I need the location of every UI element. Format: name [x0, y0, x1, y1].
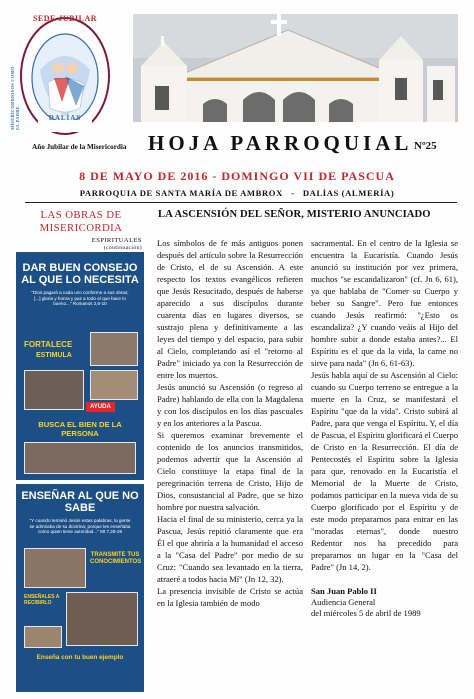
- poster2-heading: ENSEÑAR AL QUE NO SABE: [21, 490, 139, 514]
- sidebar-section-label: ESPIRITUALES: [91, 237, 142, 244]
- article-signature: [311, 586, 458, 619]
- header-divider: [25, 202, 457, 203]
- signature-name: San Juan Pablo II: [311, 586, 377, 596]
- page-title: HOJA PARROQUIAL: [148, 131, 413, 155]
- signature-source: Audiencia General: [311, 597, 376, 607]
- seal-ring-text: MISERICORDIOSOS COMO EL PADRE: [10, 66, 20, 130]
- col1-paragraph: Hacia el final de su ministerio, cerca ya la Pascua, Jesús repitió claramente que era Él el que abriría a la humanidad el acceso a la "Casa del Padre" por medio de su Cruz: "Cuando sea levantado en la tierra, atraeré a todos hacia Mí" (Jn 12, 32).: [157, 514, 303, 584]
- poster1-word-fortalece: FORTALECE: [24, 340, 73, 349]
- col1-paragraph: Jesús anunció su Ascensión (o regreso al Padre) hablando de ella con la Magdalena y con los discípulos en los días pascuales y en los anteriores a la Pascua.: [157, 382, 303, 428]
- seal-bottom-text: DALÍAS: [48, 114, 82, 122]
- col2-paragraph: sacramental. En el centro de la Iglesia se encuentra la Eucaristía. Cuando Jesús anunció su institución por vez primera, muchos "se escandalizaron" (cf. Jn 6, 61), ya que hablaba de "Comer su Cuerpo y beber su Sangre". Pero fue entonces cuando Jesús reafirmó: "¿Esto os escandaliza? ¿Y cuando veáis al Hijo del hombre subir a donde estaba antes?... El Espíritu es el que da la vida, la carne no sirve para nada" (Jn 6, 61-63).: [311, 238, 458, 368]
- poster1-photo-1: [90, 332, 138, 366]
- seal-top-text: SEDE JUBILAR: [32, 14, 97, 23]
- article-column-1: [157, 237, 303, 609]
- poster-ensenar-al-que-no-sabe: [16, 484, 144, 692]
- col1-paragraph: La presencia invisible de Cristo se actúa en la Iglesia también de modo: [157, 586, 303, 608]
- poster1-quote: "Dios pagará a cada uno conforme a sus obras; [...] gloria y honra y paz a todo el que hace lo bueno..." Romanos 2,6-10: [31, 290, 129, 306]
- poster2-photo-1: [24, 548, 86, 588]
- sidebar-section-heading: [60, 237, 142, 252]
- issue-number: Nº25: [414, 140, 437, 152]
- poster2-footer: Enseña con tu buen ejemplo: [36, 654, 124, 661]
- sidebar-section-note: (continuación): [103, 244, 142, 251]
- poster1-heading: DAR BUEN CONSEJO AL QUE LO NECESITA: [21, 262, 139, 286]
- date-line: 8 DE MAYO DE 2016 - DOMINGO VII DE PASCUA: [79, 169, 395, 183]
- article-title: LA ASCENSIÓN DEL SEÑOR, MISTERIO ANUNCIADO: [158, 209, 431, 220]
- poster1-photo-2: [24, 370, 84, 410]
- col2-paragraph: Jesús habla aquí de su Ascensión al Cielo: cuando su Cuerpo terreno se entregue a la muerte en la Cruz, se manifestará el Espíritu "que da la vida". Cristo subirá al Padre, para que venga el Espíritu. Y, el día de Pascua, el Espíritu glorificará el Cuerpo de Cristo en la Resurrección. El día de Pentecostés el Espíritu sobre la Iglesia para que, renovado en la Eucaristía el Memorial de la Muerte de Cristo, podamos participar en la nueva vida de su Cuerpo glorificado por el Espíritu y de este modo prepararnos para entrar en las "moradas eternas", donde nuestro Redentor nos ha precedido para prepararnos un lugar en la "Casa del Padre" (Jn 14, 2).: [311, 370, 458, 572]
- poster2-word-ensenales: ENSEÑALES A RECIBIRLO: [24, 594, 60, 606]
- church-photo: [133, 14, 458, 122]
- jubilee-year-label: Año Jubilar de la Misericordia: [32, 143, 127, 151]
- article-column-2: [311, 237, 458, 619]
- sidebar-title: LAS OBRAS DE MISERICORDIA: [39, 209, 123, 234]
- poster-dar-buen-consejo: [16, 252, 144, 480]
- poster1-photo-4: [24, 442, 136, 474]
- poster2-photo-3: [24, 626, 62, 648]
- poster1-footer: BUSCA EL BIEN DE LA PERSONA: [38, 420, 122, 438]
- col1-paragraph: Los símbolos de fe más antiguos ponen después del artículo sobre la Resurrección de Cristo, el de su Ascensión. A este respecto los textos evangélicos refieren que Jesús Resucitado, después de haberse aparecido a sus discípulos durante cuarenta días en lugares diversos, se sustrajo plena y definitivamente a las leyes del tiempo y del espacio, para subir al Cielo, completando así el "retorno al Padre" iniciado ya con la Resurrección de entre los muertos.: [157, 238, 303, 380]
- col1-paragraph: Si queremos examinar brevemente el contenido de los anuncios transmitidos, podemos advertir que la Ascensión al Cielo constituye la etapa final de la peregrinación terrena de Cristo, Hijo de Dios, consustancial al Padre, que se hizo hombre por nuestra salvación.: [157, 430, 303, 512]
- poster2-quote: "Y cuando terminó Jesús estas palabras, la gente se admiraba de su doctrina; porque les enseñaba como quien tiene autoridad..." Mt 7,28-29: [29, 518, 131, 534]
- poster2-word-transmite: TRANSMITE TUS CONOCIMIENTOS: [90, 552, 142, 565]
- poster1-photo-3: [90, 370, 138, 400]
- poster2-photo-2: [66, 592, 138, 646]
- poster1-word-ayuda: AYUDA: [86, 402, 115, 412]
- parish-line: PARROQUIA DE SANTA MARÍA DE AMBROX - DALÍAS (ALMERÍA): [79, 188, 395, 198]
- signature-date: del miércoles 5 de abril de 1989: [311, 608, 421, 618]
- poster1-word-estimula: ESTIMULA: [36, 352, 72, 359]
